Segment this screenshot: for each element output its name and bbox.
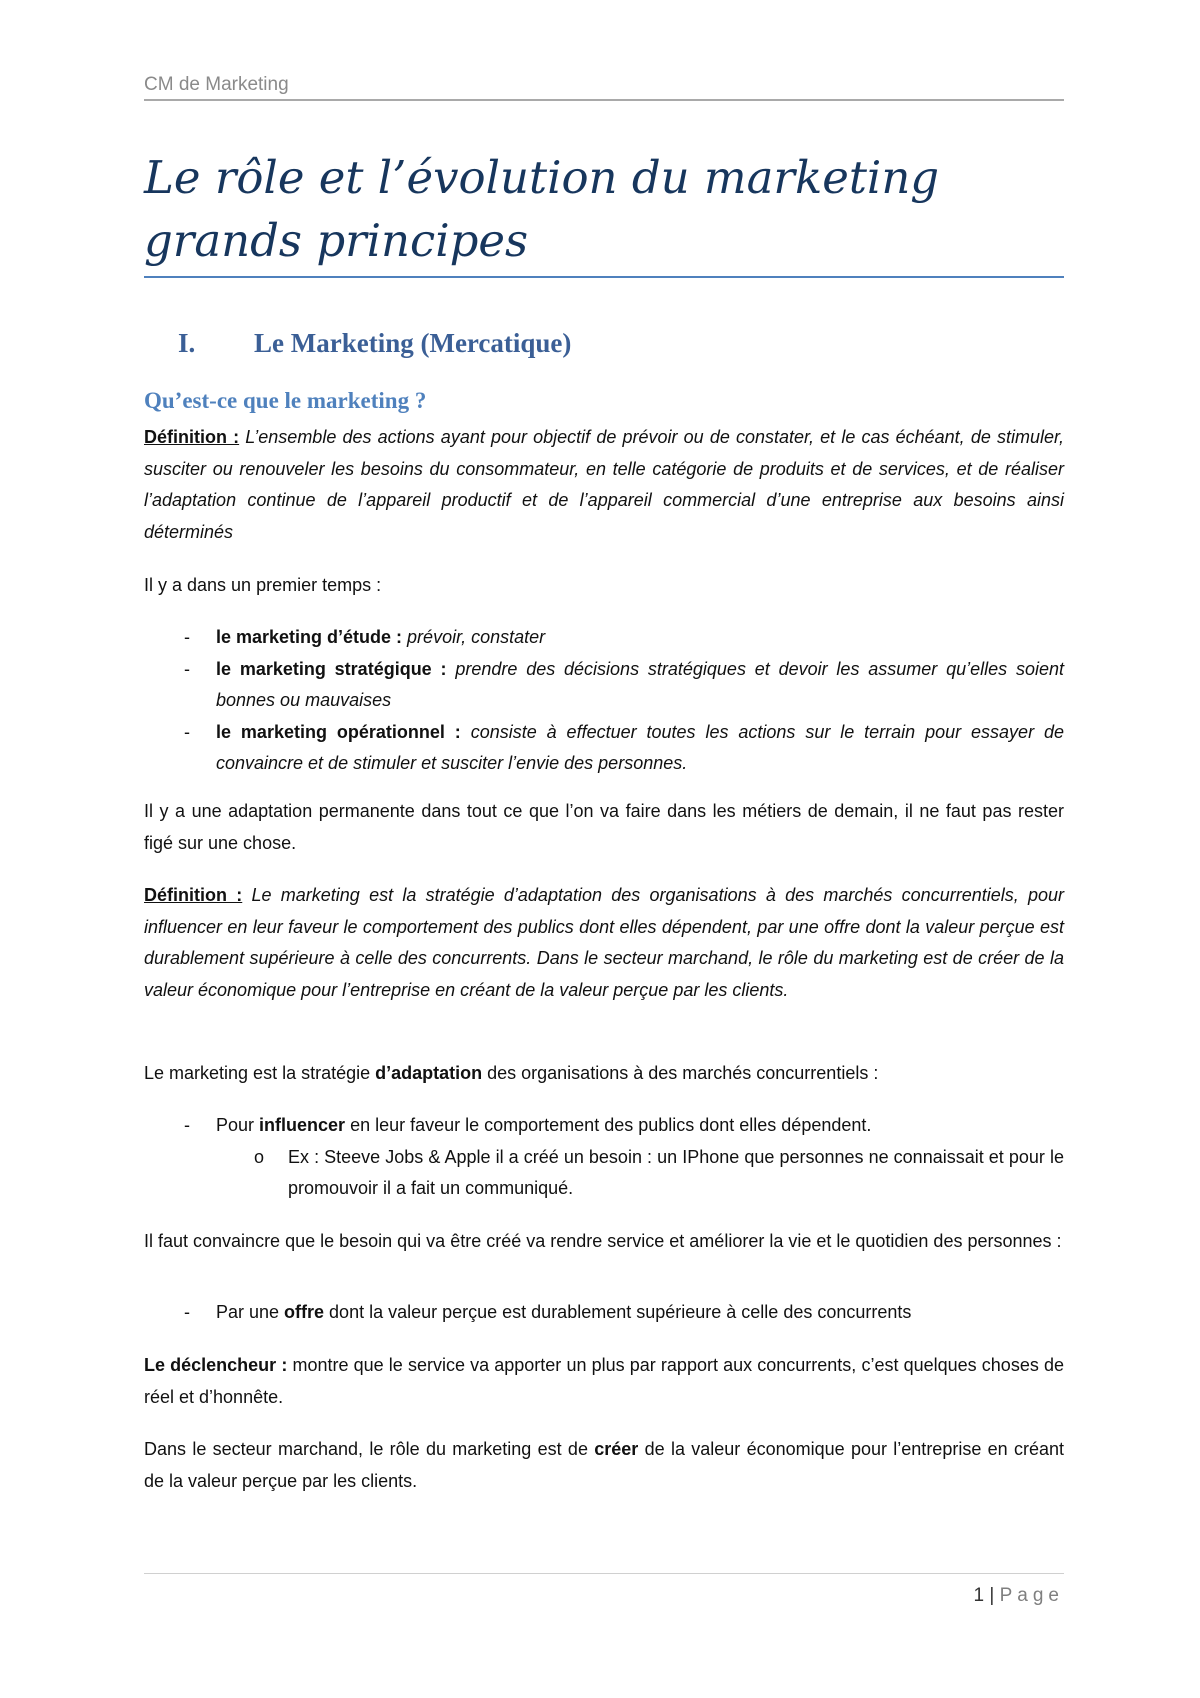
list-item [144,622,1064,654]
definition-label: Définition : [144,885,243,905]
strategy-paragraph [144,1058,1064,1090]
page-footer [974,1585,1064,1607]
text-run: Pour [216,1115,260,1135]
text-run: Dans le secteur marchand, le rôle du marketing est de [144,1439,595,1459]
dash-bullet: - [184,1302,190,1322]
page-label: Page [999,1585,1064,1606]
document-title [144,146,1064,272]
title-line-2: grands principes [144,214,529,267]
definition-paragraph-1 [144,422,1064,548]
text-run: dont la valeur perçue est durablement supérieure à celle des concurrents [324,1302,912,1322]
text-run: en leur faveur le comportement des publics dont elles dépendent. [345,1115,872,1135]
trigger-paragraph [144,1350,1064,1413]
example-text: Ex : Steeve Jobs & Apple il a créé un besoin : un IPhone que personnes ne connaissait et pour le promouvoir il a fait un communiqué. [288,1146,1064,1198]
list-term: le marketing opérationnel : [216,721,461,742]
definition-paragraph-2 [144,880,1064,1006]
list-term: le marketing stratégique : [216,658,447,679]
list-item [144,654,1064,717]
dash-bullet: - [184,1115,190,1135]
list-desc: prendre des décisions stratégiques et devoir les assumer qu’elles soient bonnes ou mauvaises [216,658,1064,710]
circle-bullet: o [254,1146,265,1167]
list-item [144,1110,1064,1205]
convince-paragraph: Il faut convaincre que le besoin qui va être créé va rendre service et améliorer la vie et le quotidien des personnes : [144,1231,1062,1251]
market-sector-paragraph [144,1434,1064,1497]
bold-run: offre [284,1302,325,1322]
bold-run: créer [594,1439,639,1459]
list-item [144,717,1064,780]
sub-list-item [144,1142,1064,1205]
example-sublist [216,1142,1064,1205]
list-term: le marketing d’étude : [216,627,403,647]
influence-list [144,1110,1064,1205]
title-rule [144,276,1064,278]
definition-label: Définition : [144,427,240,447]
list-item [144,1297,1064,1329]
subsection-heading: Qu’est-ce que le marketing ? [144,388,427,413]
adaptation-paragraph: Il y a une adaptation permanente dans tout ce que l’on va faire dans les métiers de demain, il ne faut pas rester figé sur une chose. [144,801,1064,853]
definition-text: L’ensemble des actions ayant pour objectif de prévoir ou de constater, et le cas échéant, de stimuler, susciter ou renouveler les besoins du consommateur, en telle catégorie de produits et de services, et de réaliser l’adaptation continue de l’appareil productif et de l’appareil commercial d’une entreprise aux besoins ainsi déterminés [144,427,1064,542]
text-run: de la valeur économique pour l’entreprise en créant de la valeur perçue par les clients. [144,1439,1064,1491]
running-header: CM de Marketing [144,74,289,95]
list-desc: consiste à effectuer toutes les actions sur le terrain pour essayer de convaincre et de stimuler et susciter l’envie des personnes. [216,721,1064,773]
list-desc: prévoir, constater [402,627,546,647]
bold-run: influencer [259,1115,346,1135]
dash-bullet: - [184,627,190,647]
bold-run: d’adaptation [375,1063,483,1083]
dash-bullet: - [184,721,190,742]
page-number: 1 [973,1585,985,1606]
offer-list [144,1297,1064,1329]
footer-rule [144,1573,1064,1574]
text-run: Le marketing est la stratégie [144,1063,376,1083]
section-title: Le Marketing (Mercatique) [254,328,572,358]
text-run: des organisations à des marchés concurrentiels : [482,1063,879,1083]
section-number: I. [178,328,196,358]
definition-text: Le marketing est la stratégie d’adaptation des organisations à des marchés concurrentiels, pour influencer en leur faveur le comportement des publics dont elles dépendent, par une offre dont la valeur perçue est durablement supérieure à celle des concurrents. Dans le secteur marchand, le rôle du marketing est de créer de la valeur économique pour l’entreprise en créant de la valeur perçue par les clients. [144,885,1065,1000]
section-heading [178,328,571,359]
text-run: montre que le service va apporter un plus par rapport aux concurrents, c’est quelques choses de réel et d’honnête. [144,1355,1064,1407]
header-rule [144,99,1064,101]
dash-bullet: - [184,658,190,679]
footer-separator: | [989,1585,995,1606]
intro-paragraph: Il y a dans un premier temps : [144,575,382,595]
text-run: Par une [216,1302,285,1322]
title-line-1: Le rôle et l’évolution du marketing [144,151,940,204]
bold-run: Le déclencheur : [144,1355,288,1375]
marketing-types-list [144,622,1064,780]
